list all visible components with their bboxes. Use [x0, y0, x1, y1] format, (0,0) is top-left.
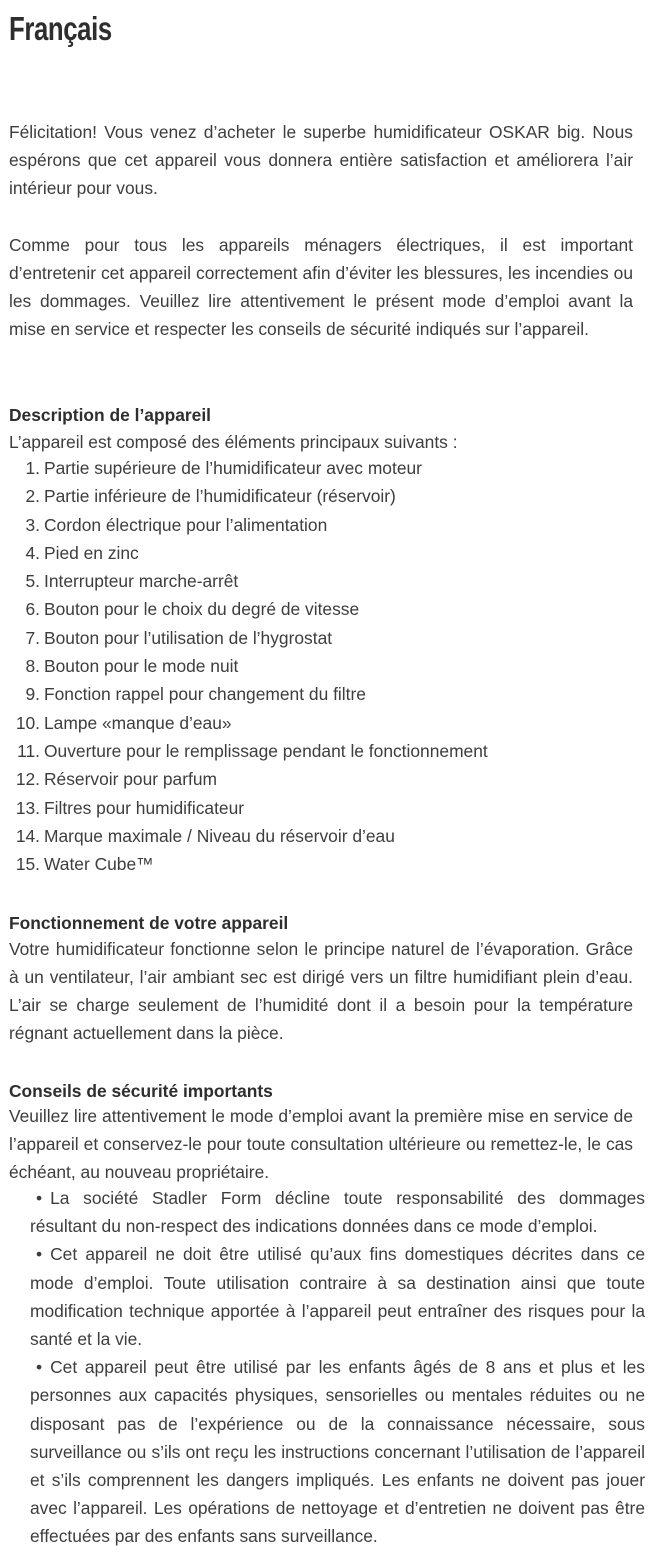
- list-item: [9, 454, 488, 482]
- item-text: Filtres pour humidificateur: [44, 797, 245, 818]
- bullet-icon: •: [36, 1188, 43, 1208]
- item-text: Ouverture pour le remplissage pendant le fonctionnement: [44, 740, 488, 761]
- item-text: Bouton pour le mode nuit: [44, 656, 239, 677]
- item-number: 5.: [25, 571, 40, 592]
- item-text: Bouton pour le choix du degré de vitesse: [44, 599, 360, 620]
- bullet-text: La société Stadler Form décline toute responsabilité des dommages résultant du non-respect des indications données dans ce mode d’emploi.: [30, 1188, 645, 1237]
- list-item: [9, 595, 488, 623]
- list-item: [9, 624, 488, 652]
- item-number: 11.: [17, 740, 40, 761]
- item-number: 2.: [25, 486, 40, 507]
- operation-paragraph: Votre humidificateur fonctionne selon le principe naturel de l’évaporation. Grâce à un ventilateur, l’air ambiant sec est dirigé vers un filtre humidifiant plein d’eau. L’air se charge seulement de l’humidité dont il a besoin pour la température régnant actuellement dans la pièce.: [9, 939, 633, 1043]
- item-text: Marque maximale / Niveau du réservoir d’eau: [44, 825, 395, 846]
- bullet-text: Cet appareil peut être utilisé par les enfants âgés de 8 ans et plus et les personnes aux capacités physiques, sensorielles ou mentales réduites ou ne disposant pas de l’expérience ou de la connaissance nécessaire, sous surveillance ou s’ils ont reçu les instructions concernant l’utilisation de l’appareil et s’ils comprennent les dangers impliqués. Les enfants ne doivent pas jouer avec l’appareil. Les opérations de nettoyage et d’entretien ne doivent pas être effectuées par des enfants sans surveillance.: [30, 1357, 645, 1547]
- item-text: Fonction rappel pour changement du filtre: [44, 684, 366, 705]
- item-number: 6.: [25, 599, 40, 620]
- item-number: 13.: [15, 797, 40, 818]
- list-item: [9, 765, 488, 793]
- list-item: [9, 511, 488, 539]
- list-item: [9, 737, 488, 765]
- list-item: [9, 539, 488, 567]
- item-number: 12.: [15, 769, 40, 790]
- safety-lead: Veuillez lire attentivement le mode d’emploi avant la première mise en service de l’appareil et conservez-le pour toute consultation ultérieure ou remettez-le, le cas échéant, au nouveau propriétaire.: [9, 1106, 633, 1182]
- parts-list: [9, 454, 488, 878]
- intro-paragraph-2: Comme pour tous les appareils ménagers électriques, il est important d’entretenir cet appareil correctement afin d’éviter les blessures, les incendies ou les dommages. Veuillez lire attentivement le présent mode d’emploi avant la mise en service et respecter les conseils de sécurité indiqués sur l’appareil.: [9, 235, 633, 339]
- item-number: 7.: [25, 627, 40, 648]
- item-number: 8.: [25, 656, 40, 677]
- item-text: Réservoir pour parfum: [44, 769, 218, 790]
- safety-heading: Conseils de sécurité importants: [9, 1081, 273, 1101]
- bullet-text: Cet appareil ne doit être utilisé qu’aux fins domestiques décrites dans ce mode d’emploi. Toute utilisation contraire à sa destination ainsi que toute modification technique apportée à l’appareil peut entraîner des risques pour la santé et la vie.: [30, 1244, 645, 1350]
- item-text: Pied en zinc: [44, 542, 139, 563]
- list-item: [9, 652, 488, 680]
- safety-bullet-list: [9, 1184, 645, 1551]
- list-item: [9, 680, 488, 708]
- item-text: Interrupteur marche-arrêt: [44, 571, 239, 592]
- item-number: 4.: [25, 542, 40, 563]
- operation-heading: Fonctionnement de votre appareil: [9, 913, 289, 933]
- list-item: [9, 1184, 645, 1240]
- item-text: Cordon électrique pour l’alimentation: [44, 514, 328, 535]
- list-item: [9, 1240, 645, 1353]
- list-item: [9, 1353, 645, 1550]
- description-heading: Description de l’appareil: [9, 405, 211, 425]
- item-number: 15.: [15, 854, 40, 875]
- item-text: Partie inférieure de l’humidificateur (réservoir): [44, 486, 396, 507]
- list-item: [9, 850, 488, 878]
- item-number: 14.: [15, 825, 40, 846]
- description-lead: L’appareil est composé des éléments principaux suivants :: [9, 432, 458, 452]
- bullet-icon: •: [36, 1357, 43, 1378]
- list-item: [9, 822, 488, 850]
- list-item: [9, 794, 488, 822]
- item-text: Lampe «manque d’eau»: [44, 712, 232, 733]
- item-number: 9.: [25, 684, 40, 705]
- page-title: Français: [9, 10, 112, 47]
- list-item: [9, 482, 488, 510]
- list-item: [9, 567, 488, 595]
- bullet-icon: •: [36, 1244, 43, 1265]
- item-text: Partie supérieure de l’humidificateur avec moteur: [44, 458, 422, 478]
- item-number: 3.: [25, 514, 40, 535]
- list-item: [9, 709, 488, 737]
- item-text: Bouton pour l’utilisation de l’hygrostat: [44, 627, 333, 648]
- item-text: Water Cube™: [44, 854, 154, 875]
- item-number: 10.: [15, 712, 40, 733]
- intro-paragraph-1: Félicitation! Vous venez d’acheter le superbe humidificateur OSKAR big. Nous espérons que cet appareil vous donnera entière satisfaction et améliorera l’air intérieur pour vous.: [9, 122, 633, 198]
- item-number: 1.: [25, 458, 40, 478]
